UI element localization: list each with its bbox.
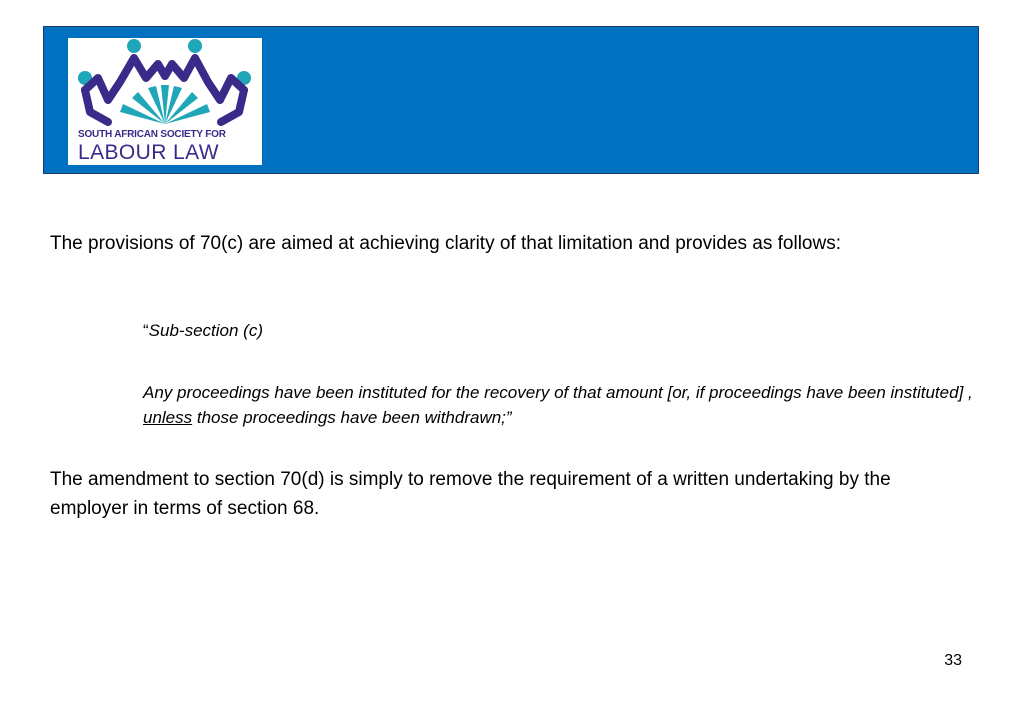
logo-text-labour-law: LABOUR LAW: [78, 141, 219, 164]
quote-open-mark: “: [143, 321, 149, 340]
quote-heading: [143, 318, 973, 343]
quote-underlined-word: unless: [143, 408, 193, 427]
page-number: 33: [944, 652, 962, 669]
quote-text-after: those proceedings have been withdrawn;”: [192, 408, 512, 427]
paragraph-provisions: The provisions of 70(c) are aimed at achieving clarity of that limitation and provides as follows:: [50, 233, 841, 254]
society-logo: [68, 38, 262, 165]
quote-text-before: Any proceedings have been instituted for the recovery of that amount [or, if proceedings have been instituted] ,: [143, 383, 973, 402]
quote-body: [143, 380, 973, 430]
labour-society-figures-icon: [68, 38, 262, 130]
paragraph-amendment: The amendment to section 70(d) is simply to remove the requirement of a written undertaking by the employer in terms of section 68.: [50, 469, 891, 519]
logo-text-society: SOUTH AFRICAN SOCIETY FOR: [78, 129, 226, 140]
quote-heading-text: Sub-section (c): [148, 321, 263, 340]
